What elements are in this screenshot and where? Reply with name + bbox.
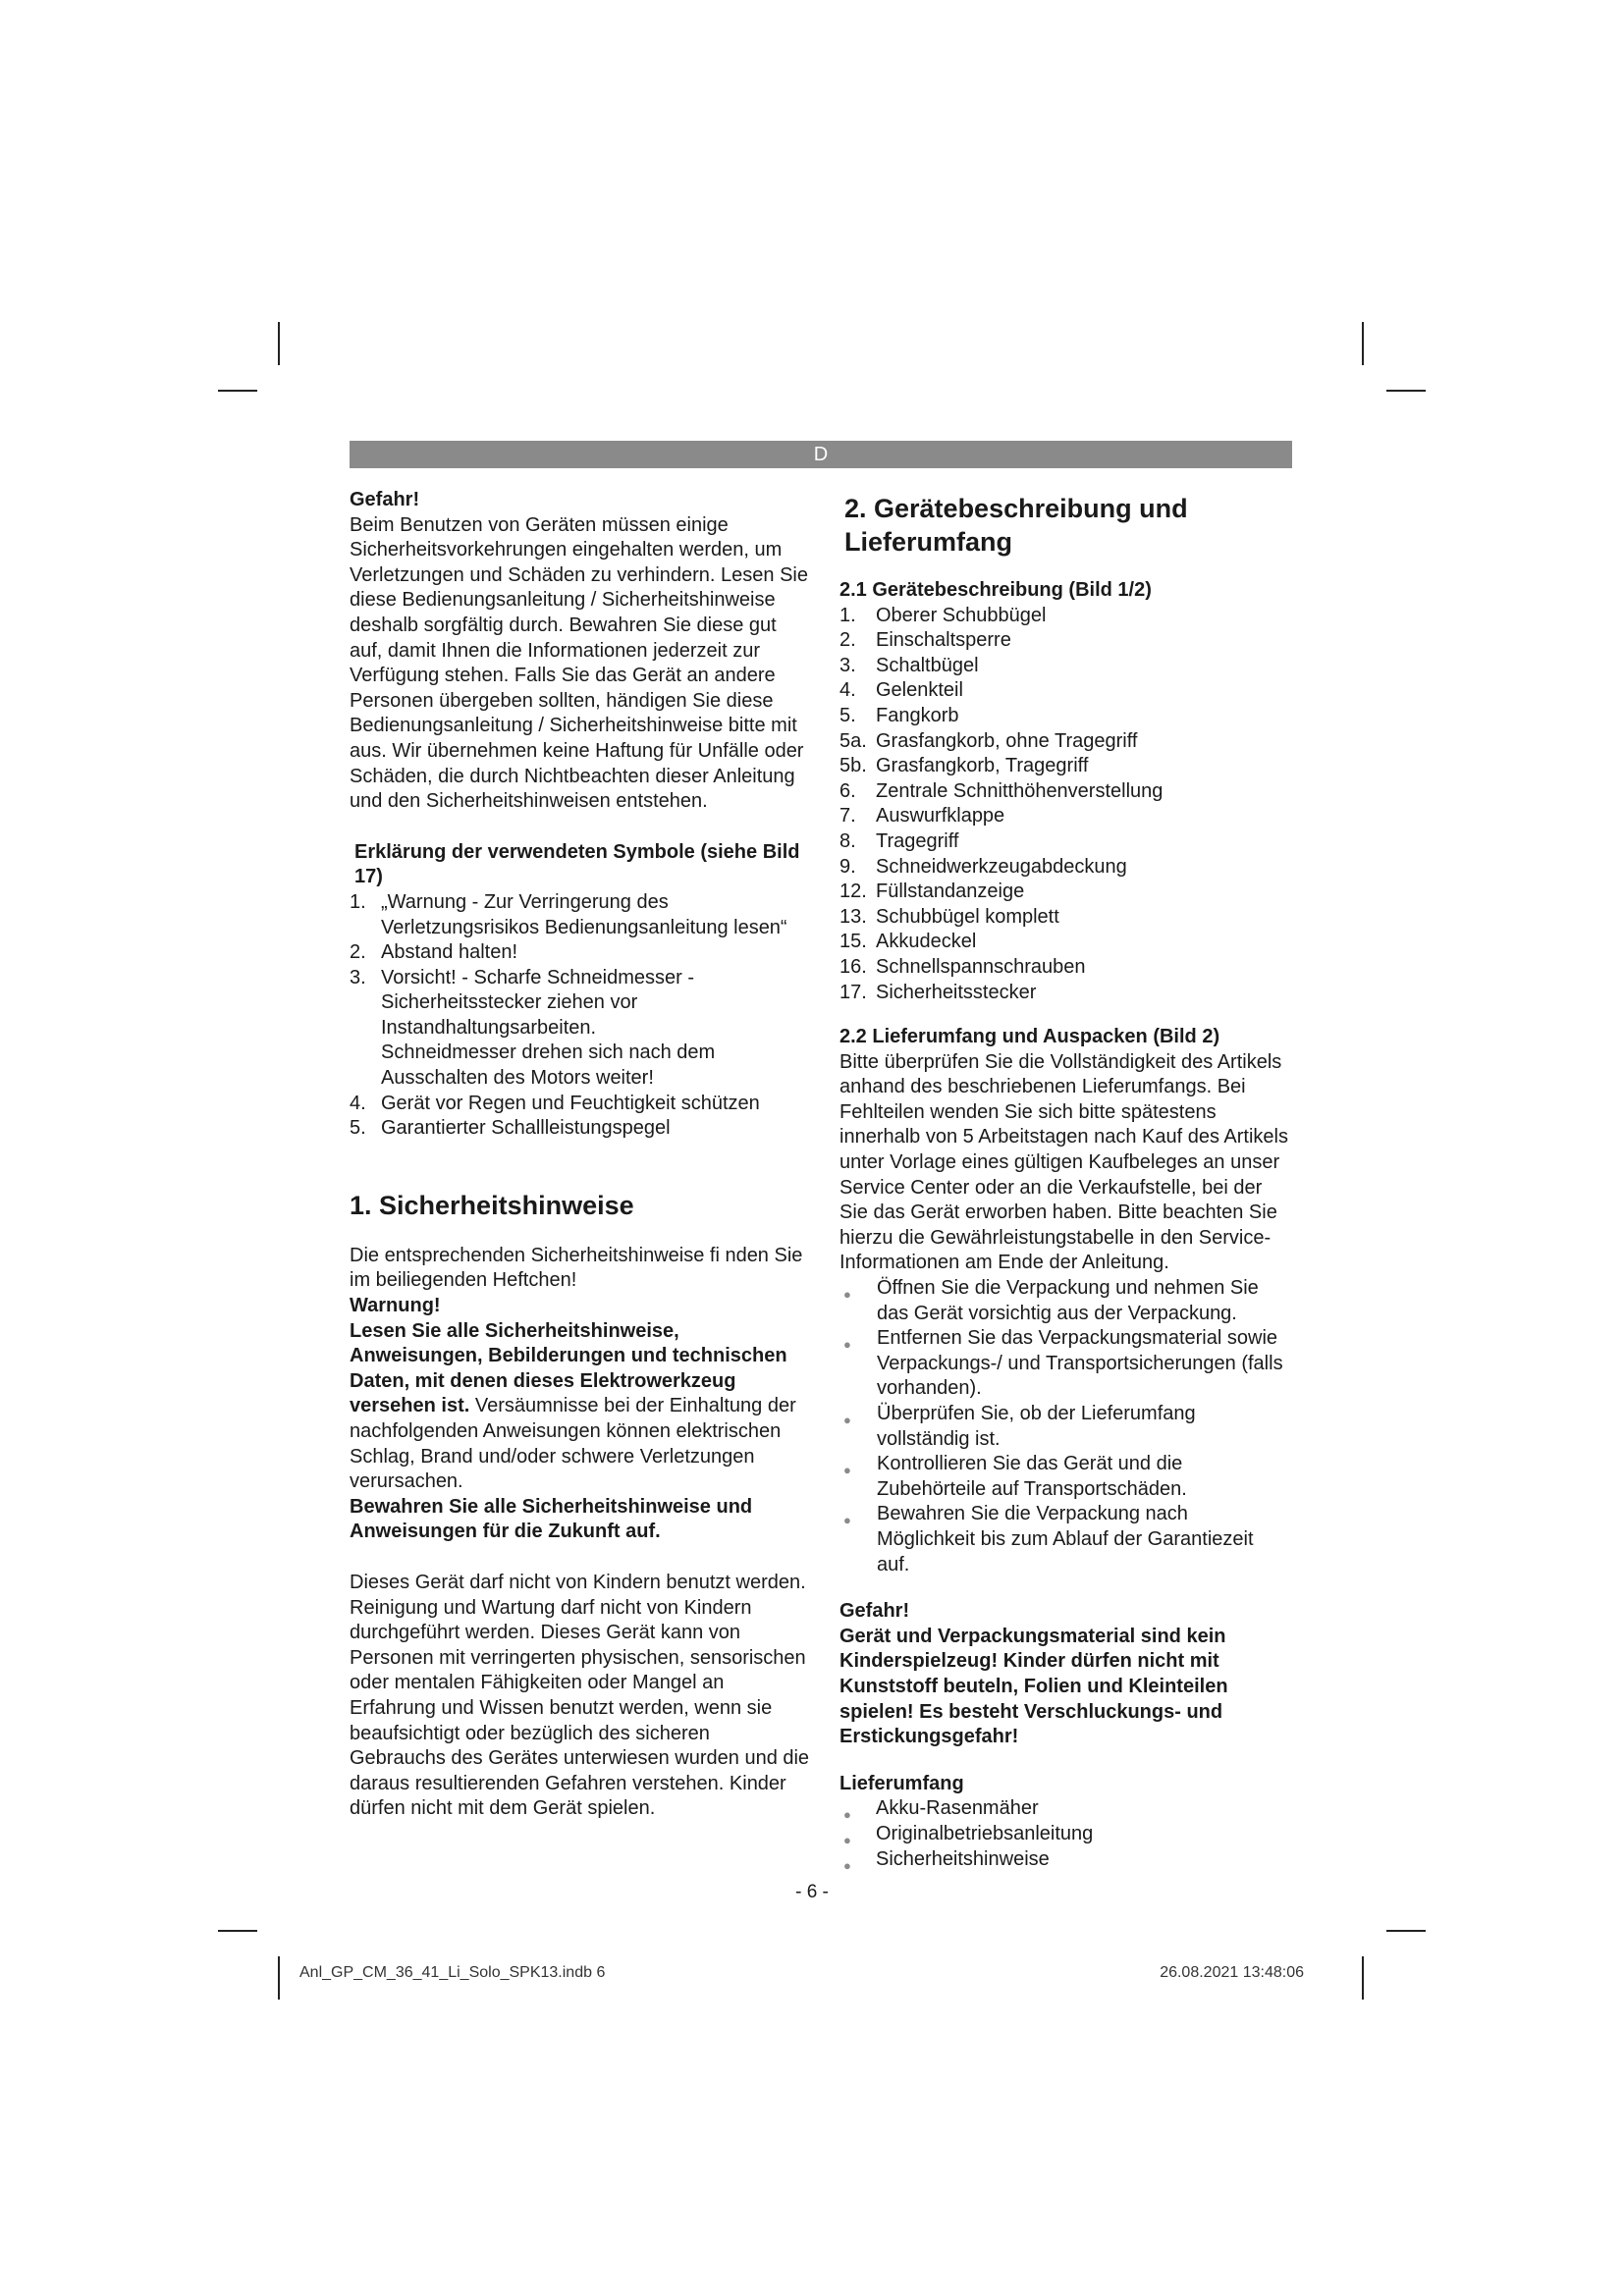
list-item: ● Entfernen Sie das Verpackungsmaterial sowie Verpackungs-/ und Transportsicherungen (falls vorhanden). <box>843 1327 1283 1400</box>
symbols-heading: Erklärung der verwendeten Symbole (siehe Bild 17) <box>354 840 800 888</box>
warning-heading: Warnung! <box>350 1295 441 1317</box>
list-item: 4. Gelenkteil <box>839 679 963 702</box>
parts-list <box>839 604 1291 1006</box>
list-item: 1. „Warnung - Zur Verringerung des Verletzungsrisikos Bedienungsanleitung lesen“ <box>350 890 787 938</box>
list-item: 5b. Grasfangkorb, Tragegriff <box>839 755 1089 777</box>
danger-heading: Gefahr! <box>350 489 420 510</box>
list-item: 17. Sicherheitsstecker <box>839 981 1037 1003</box>
subsection-2-2-heading: 2.2 Lieferumfang und Auspacken (Bild 2) <box>839 1026 1220 1048</box>
crop-mark <box>278 322 280 365</box>
list-item: Schneidmesser drehen sich nach dem Ausschalten des Motors weiter! <box>381 1041 716 1090</box>
bullet-icon: ● <box>843 1807 851 1823</box>
list-item: 4. Gerät vor Regen und Feuchtigkeit schützen <box>350 1092 760 1114</box>
list-item: ● Bewahren Sie die Verpackung nach Möglichkeit bis zum Ablauf der Garantiezeit auf. <box>843 1503 1254 1575</box>
section2-heading: 2. Gerätebeschreibung und Lieferumfang <box>844 494 1188 557</box>
list-item: ● Akku-Rasenmäher <box>839 1796 1291 1822</box>
crop-mark <box>1362 1956 1364 2000</box>
section1-heading: 1. Sicherheitshinweise <box>350 1190 634 1220</box>
list-item: 5. Garantierter Schallleistungspegel <box>350 1117 671 1140</box>
scope-heading: Lieferumfang <box>839 1772 964 1794</box>
danger-warning-text: Gerät und Verpackungsmaterial sind kein Kinderspielzeug! Kinder dürfen nicht mit Kunststoff beuteln, Folien und Kleinteilen spielen! Es besteht Verschluckungs- und Erstickungsgefahr! <box>839 1625 1228 1748</box>
scope-list <box>839 1796 1291 1872</box>
list-item: 2. Abstand halten! <box>350 941 517 964</box>
bullet-icon: ● <box>843 1413 851 1427</box>
footer-file-name: Anl_GP_CM_36_41_Li_Solo_SPK13.indb 6 <box>299 1964 606 1981</box>
subsection-2-2-paragraph: Bitte überprüfen Sie die Vollständigkeit des Artikels anhand des beschriebenen Lieferumfangs. Bei Fehlteilen wenden Sie sich bitte spätestens innerhalb von 5 Arbeitstagen nach Kauf des Artikels unter Vorlage eines gültigen Kaufbeleges an unser Service Center oder an die Verkaufstelle, bei der Sie das Gerät erworben haben. Bitte beachten Sie hierzu die Gewährleistungstabelle in den Service-Informationen am Ende der Anleitung. <box>839 1050 1288 1274</box>
list-item: 9. Schneidwerkzeugabdeckung <box>839 855 1127 878</box>
list-item: 5a. Grasfangkorb, ohne Tragegriff <box>839 729 1138 752</box>
bullet-icon: ● <box>843 1513 851 1528</box>
language-header-bar: D <box>350 441 1292 468</box>
list-item: 13. Schubbügel komplett <box>839 905 1059 928</box>
crop-mark <box>218 1930 257 1932</box>
footer-timestamp: 26.08.2021 13:48:06 <box>1160 1964 1304 1981</box>
warning-paragraph: Lesen Sie alle Sicherheitshinweise, Anweisungen, Bebilderungen und technischen Daten, mit denen dieses Elektrowerkzeug versehen ist. Versäumnisse bei der Einhaltung der nachfolgenden Anweisungen können elektrischen Schlag, Brand und/oder schwere Verletzungen verursachen. <box>350 1319 796 1493</box>
list-item: 3. Schaltbügel <box>839 654 979 676</box>
left-column <box>350 488 811 1822</box>
list-item: ● Sicherheitshinweise <box>839 1847 1291 1873</box>
crop-mark <box>1386 390 1426 392</box>
list-item: 1. Oberer Schubbügel <box>839 604 1047 626</box>
list-item: 8. Tragegriff <box>839 829 959 852</box>
list-item: 12. Füllstandanzeige <box>839 881 1025 903</box>
list-item: 5. Fangkorb <box>839 704 959 726</box>
symbols-list <box>350 890 811 1142</box>
crop-mark <box>218 390 257 392</box>
crop-mark <box>1386 1930 1426 1932</box>
list-item: 3. Vorsicht! - Scharfe Schneidmesser - Sicherheitsstecker ziehen vor Instandhaltungsarbeiten. <box>350 966 695 1039</box>
right-column <box>839 488 1291 1872</box>
bullet-icon: ● <box>843 1857 851 1873</box>
bullet-icon: ● <box>843 1337 851 1353</box>
list-item: 7. Auswurfklappe <box>839 805 1005 828</box>
page-number: - 6 - <box>795 1882 829 1902</box>
list-item: 2. Einschaltsperre <box>839 629 1011 652</box>
keep-instructions-note: Bewahren Sie alle Sicherheitshinweise und Anweisungen für die Zukunft auf. <box>350 1495 753 1543</box>
bullet-icon: ● <box>843 1463 851 1478</box>
danger-paragraph: Beim Benutzen von Geräten müssen einige Sicherheitsvorkehrungen eingehalten werden, um Verletzungen und Schäden zu verhindern. Lesen Sie diese Bedienungsanleitung / Sicherheitshinweise deshalb sorgfältig durch. Bewahren Sie diese gut auf, damit Ihnen die Informationen jederzeit zur Verfügung stehen. Falls Sie das Gerät an andere Personen übergeben sollten, händigen Sie diese Bedienungsanleitung / Sicherheitshinweise bitte mit aus. Wir übernehmen keine Haftung für Unfälle oder Schäden, die durch Nichtbeachten dieser Anleitung und den Sicherheitshinweisen entstehen. <box>350 513 809 813</box>
list-item: ● Kontrollieren Sie das Gerät und die Zubehörteile auf Transportschäden. <box>843 1453 1187 1500</box>
list-item: ● Öffnen Sie die Verpackung und nehmen Sie das Gerät vorsichtig aus der Verpackung. <box>843 1277 1259 1324</box>
bullet-icon: ● <box>843 1832 851 1847</box>
crop-mark <box>1362 322 1364 365</box>
crop-mark <box>278 1956 280 2000</box>
list-item: 15. Akkudeckel <box>839 931 977 953</box>
list-item: 6. Zentrale Schnitthöhenverstellung <box>839 779 1164 802</box>
danger-heading: Gefahr! <box>839 1600 910 1623</box>
subsection-2-1-heading: 2.1 Gerätebeschreibung (Bild 1/2) <box>839 579 1152 601</box>
children-paragraph: Dieses Gerät darf nicht von Kindern benutzt werden. Reinigung und Wartung darf nicht von Kindern durchgeführt werden. Dieses Gerät kann von Personen mit verringerten physischen, sensorischen oder mentalen Fähigkeiten oder Mangel an Erfahrung und Wissen benutzt werden, wenn sie beaufsichtigt oder bezüglich des sicheren Gebrauchs des Gerätes unterwiesen wurden und die daraus resultierenden Gefahren verstehen. Kinder dürfen nicht mit dem Gerät spielen. <box>350 1571 810 1820</box>
section1-intro: Die entsprechenden Sicherheitshinweise fi nden Sie im beiliegenden Heftchen! <box>350 1244 803 1292</box>
list-item: 16. Schnellspannschrauben <box>839 955 1086 978</box>
list-item: ● Überprüfen Sie, ob der Lieferumfang vollständig ist. <box>843 1403 1196 1450</box>
list-item: ● Originalbetriebsanleitung <box>839 1822 1291 1847</box>
unpack-steps-list <box>839 1276 1291 1577</box>
bullet-icon: ● <box>843 1287 851 1303</box>
